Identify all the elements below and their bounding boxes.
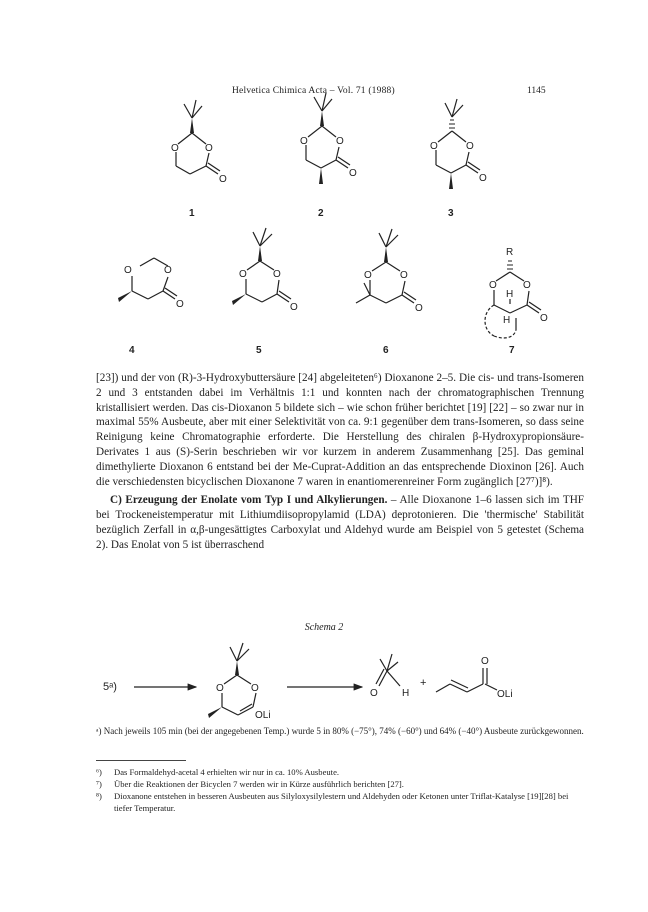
- svg-text:H: H: [503, 315, 511, 326]
- compound-label-2: 2: [318, 208, 324, 219]
- schema-title: Schema 2: [304, 622, 344, 633]
- footnote-6: ⁶) Das Formaldehyd-acetal 4 erhielten wir nur in ca. 10% Ausbeute.: [96, 767, 340, 777]
- svg-text:O: O: [219, 174, 227, 185]
- svg-text:O: O: [479, 173, 487, 184]
- svg-text:O: O: [164, 265, 172, 276]
- footnote-8: ⁸) Dioxanone entstehen in besseren Ausbeuten aus Silyloxysilylestern und Aldehyden oder Ketonen unter Triflat-Katalyse [19][28] bei tiefer Temperatur.: [96, 791, 569, 813]
- svg-text:O: O: [216, 683, 224, 694]
- enolate-structure: [208, 643, 271, 721]
- svg-text:O: O: [336, 136, 344, 147]
- svg-text:H: H: [402, 688, 410, 699]
- svg-text:O: O: [239, 269, 247, 280]
- svg-text:O: O: [523, 280, 531, 291]
- svg-text:O: O: [415, 303, 423, 314]
- svg-text:O: O: [540, 313, 548, 324]
- svg-text:O: O: [273, 269, 281, 280]
- schema-footnote: ᵃ) Nach jeweils 105 min (bei der angegebenen Temp.) wurde 5 in 80% (−75°), 74% (−60°) und 64% (−40°) Ausbeute zurückgewonnen.: [96, 726, 584, 736]
- svg-text:O: O: [251, 683, 259, 694]
- compound-label-6: 6: [383, 345, 389, 356]
- svg-text:R: R: [506, 247, 514, 258]
- svg-text:O: O: [400, 270, 408, 281]
- svg-text:O: O: [466, 141, 474, 152]
- section-heading: C) Erzeugung der Enolate vom Typ I und Alkylierungen.: [110, 494, 388, 507]
- journal-title: Helvetica Chimica Acta – Vol. 71 (1988): [232, 86, 395, 96]
- plus-sign: +: [420, 677, 427, 689]
- svg-text:O: O: [176, 299, 184, 310]
- footnote-divider: [96, 760, 186, 761]
- compound-label-3: 3: [448, 208, 454, 219]
- crotonate-structure: [436, 656, 513, 700]
- compound-label-1: 1: [189, 208, 195, 219]
- svg-text:O: O: [481, 656, 489, 667]
- compound-label-7: 7: [509, 345, 515, 356]
- paragraph-1: [23]) und der von (R)-3-Hydroxybuttersäure [24] abgeleiteten⁶) Dioxanone 2–5. Die cis- und trans-Isomeren 2 und 3 entstanden dabei im Verhältnis 1:1 und konnten nach der chromatographischen Trennung kristallisiert werden. Das cis-Dioxanon 5 bildete sich – wie schon früher berichtet [19] [22] – so zwar nur in maximal 55% Ausbeute, aber mit einer Selektivität von ca. 9:1 gegenüber dem trans-Isomeren, so dass seine Reinigung keine Chromatographie erforderte. Die Herstellung des chiralen β-Hydroxypropionsäure-Derivates 1 aus (S)-Serin beschrieben wir vor kurzem in anderem Zusammenhang [25]. Das geminal dimethylierte Dioxanon 6 entstand bei der Me-Cuprat-Addition an das entsprechende Dioxinon [26]. Auch die verschiedensten bicyclischen Dioxanone 7 waren in enantiomerenreiner Form zugänglich [27⁷)]⁸).: [96, 372, 584, 488]
- oli-label: OLi: [255, 710, 271, 721]
- schema-start-label: 5ᵃ): [103, 681, 117, 693]
- pivalaldehyde-structure: [370, 654, 409, 699]
- footnote-7: ⁷) Über die Reaktionen der Bicyclen 7 werden wir in Kürze ausführlich berichten [27].: [96, 779, 404, 789]
- atom-o: O: [171, 143, 179, 154]
- paragraph-2-text: – Alle Dioxanone 1–6 lassen sich im THF bei Trockeneistemperatur mit Lithiumdiisopropylamid (LDA) deprotonieren. Die 'thermische' Stabilität bezüglich Zerfall in α,β-ungesättigtes Carboxylat und Aldehyd wurde am Beispiel von 5 getestet (Schema 2). Das Enolat von 5 ist überraschend: [96, 494, 584, 551]
- svg-text:O: O: [290, 302, 298, 313]
- compound-label-5: 5: [256, 345, 262, 356]
- svg-text:H: H: [506, 289, 514, 300]
- svg-text:O: O: [124, 265, 132, 276]
- svg-text:O: O: [370, 688, 378, 699]
- svg-text:O: O: [349, 168, 357, 179]
- svg-text:O: O: [489, 280, 497, 291]
- svg-text:O: O: [205, 143, 213, 154]
- svg-text:O: O: [300, 136, 308, 147]
- page-number: 1145: [527, 86, 546, 96]
- svg-text:OLi: OLi: [497, 689, 513, 700]
- compound-label-4: 4: [129, 345, 135, 356]
- svg-text:O: O: [430, 141, 438, 152]
- svg-text:O: O: [364, 270, 372, 281]
